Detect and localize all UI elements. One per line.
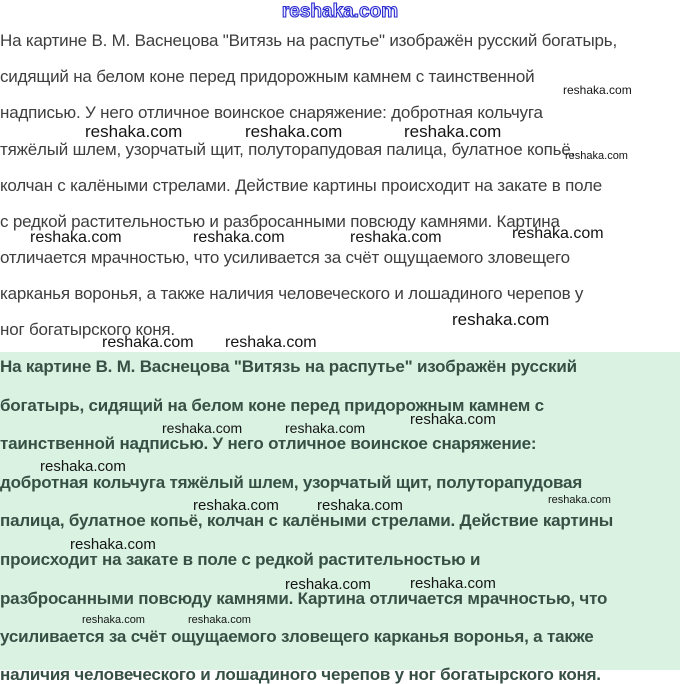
highlight-text-line: таинственной надписью. У него отличное воинское снаряжение: xyxy=(0,434,537,453)
text-line: На картине В. М. Васнецова "Витязь на распутье" изображён русский богатырь, xyxy=(0,31,617,50)
highlight-text-line: палица, булатное копьё, колчан с калёными стрелами. Действие картины xyxy=(0,511,614,530)
watermark: reshaka.com xyxy=(225,334,317,351)
watermark: reshaka.com xyxy=(193,229,285,246)
highlight-text-line: происходит на закате в поле с редкой растительностью и xyxy=(0,550,481,569)
watermark-logo: reshaka.com xyxy=(281,1,399,22)
watermark: reshaka.com xyxy=(82,614,145,626)
watermark: reshaka.com xyxy=(563,83,632,97)
text-line: карканья воронья, а также наличия человеческого и лошадиного черепов у xyxy=(0,284,584,303)
highlight-text-line-cutoff: наличия человеческого и лошадиного черепов у ног богатырского коня. xyxy=(0,665,601,684)
text-line: ног богатырского коня. xyxy=(0,320,175,339)
watermark: reshaka.com xyxy=(85,122,183,141)
watermark: reshaka.com xyxy=(162,420,243,436)
text-line: отличается мрачностью, что усиливается за счёт ощущаемого зловещего xyxy=(0,248,570,267)
watermark: reshaka.com xyxy=(285,420,366,436)
watermark: reshaka.com xyxy=(410,411,496,428)
watermark: reshaka.com xyxy=(350,229,442,246)
watermark: reshaka.com xyxy=(102,334,194,351)
watermark: reshaka.com xyxy=(70,536,156,553)
watermark: reshaka.com xyxy=(30,229,122,246)
text-line: колчан с калёными стрелами. Действие картины происходит на закате в поле xyxy=(0,176,603,195)
watermark: reshaka.com xyxy=(512,225,604,242)
watermark: reshaka.com xyxy=(245,122,343,141)
text-line: сидящий на белом коне перед придорожным камнем с таинственной xyxy=(0,67,535,86)
text-line: с редкой растительностью и разбросанными повсюду камнями. Картина xyxy=(0,212,560,231)
watermark: reshaka.com xyxy=(548,494,611,506)
watermark: reshaka.com xyxy=(452,310,550,329)
watermark: reshaka.com xyxy=(317,497,403,514)
watermark: reshaka.com xyxy=(40,458,126,475)
watermark: reshaka.com xyxy=(188,614,251,626)
text-line: надписью. У него отличное воинское снаряжение: добротная кольчуга xyxy=(0,103,543,122)
watermark: reshaka.com xyxy=(404,122,502,141)
watermark: reshaka.com xyxy=(565,150,628,162)
highlight-text-line: разбросанными повсюду камнями. Картина отличается мрачностью, что xyxy=(0,589,608,608)
highlight-text-line: На картине В. М. Васнецова "Витязь на распутье" изображён русский xyxy=(0,357,577,376)
watermark: reshaka.com xyxy=(285,576,371,593)
text-line: тяжёлый шлем, узорчатый щит, полуторапудовая палица, булатное копьё, xyxy=(0,140,576,159)
highlight-text-line: богатырь, сидящий на белом коне перед придорожным камнем с xyxy=(0,396,544,415)
highlight-text-line: усиливается за счёт ощущаемого зловещего карканья воронья, а также xyxy=(0,627,594,646)
watermark: reshaka.com xyxy=(193,497,279,514)
watermark: reshaka.com xyxy=(410,575,496,592)
highlight-text-line: добротная кольчуга тяжёлый шлем, узорчатый щит, полуторапудовая xyxy=(0,473,583,492)
